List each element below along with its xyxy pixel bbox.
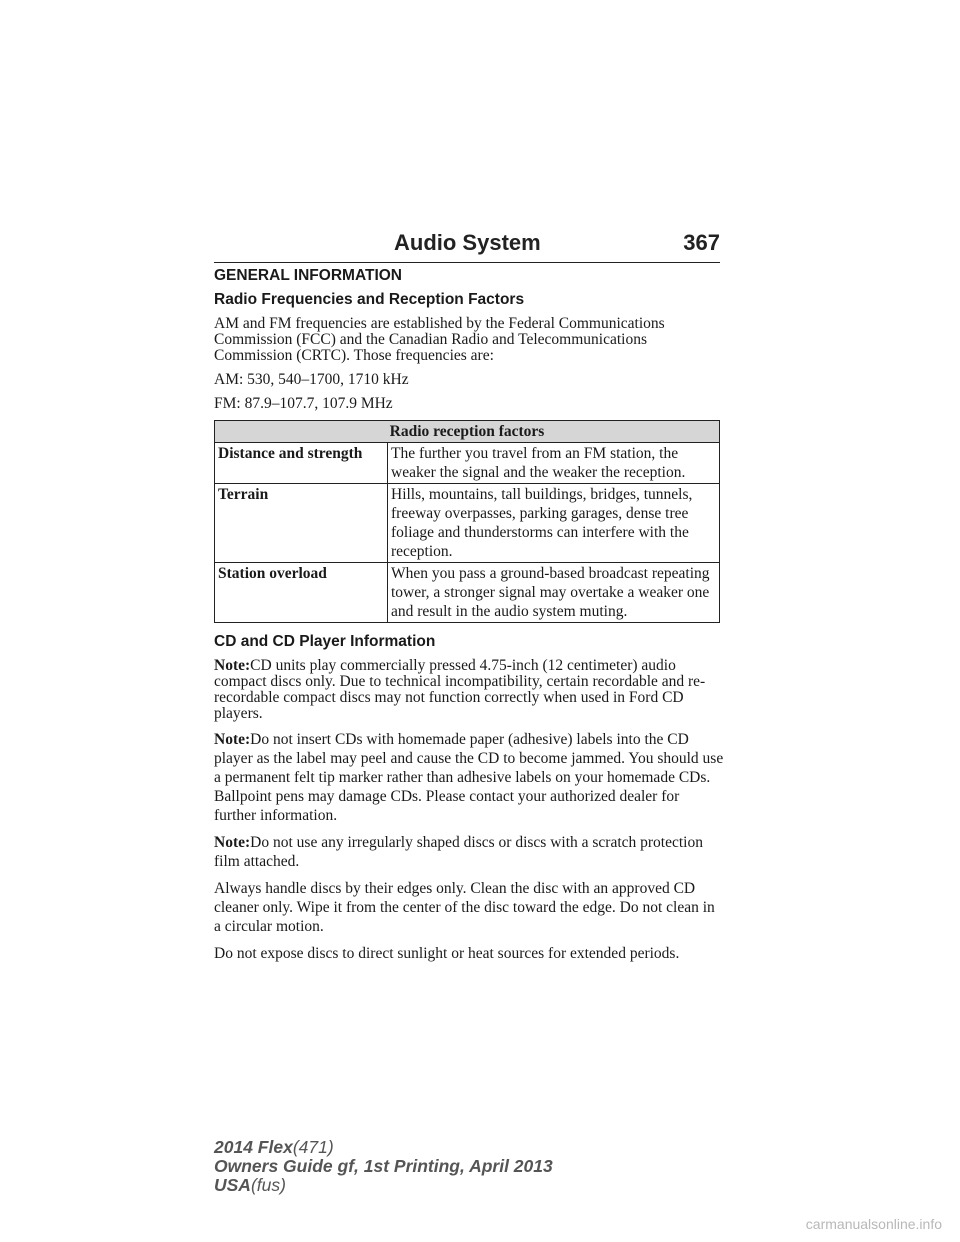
fm-frequencies: FM: 87.9–107.7, 107.9 MHz — [214, 395, 393, 412]
note-paragraph — [214, 658, 724, 722]
note-text: Do not use any irregularly shaped discs or discs with a scratch protection film attached. — [214, 834, 703, 870]
heading-general-information: GENERAL INFORMATION — [214, 267, 403, 284]
page-footer — [214, 1138, 553, 1195]
footer-guide-info: Owners Guide gf, 1st Printing, April 2013 — [214, 1156, 553, 1176]
footer-line-guide — [214, 1157, 553, 1176]
radio-intro-paragraph: AM and FM frequencies are established by the Federal Communications Commission (FCC) and the Canadian Radio and Telecommunications Commission (CRTC). Those frequencies are: — [214, 315, 665, 364]
footer-model: 2014 Flex — [214, 1137, 293, 1157]
disc-sunlight-paragraph: Do not expose discs to direct sunlight or heat sources for extended periods. — [214, 945, 680, 962]
table-row — [215, 563, 720, 623]
description-cell: When you pass a ground-based broadcast repeating tower, a stronger signal may overtake a weaker one and result in the audio system muting. — [388, 563, 720, 623]
description-cell: The further you travel from an FM station, the weaker the signal and the weaker the reception. — [388, 443, 720, 484]
page-content — [214, 268, 724, 971]
section-title: Audio System — [394, 230, 541, 255]
am-frequencies: AM: 530, 540–1700, 1710 kHz — [214, 371, 409, 388]
heading-cd-player-information: CD and CD Player Information — [214, 633, 436, 650]
table-row — [215, 443, 720, 484]
table-title: Radio reception factors — [215, 421, 720, 443]
note-paragraph — [214, 833, 724, 871]
factor-cell: Terrain — [215, 484, 388, 563]
radio-reception-factors-table — [214, 420, 720, 623]
note-label: Note: — [214, 657, 251, 674]
disc-handling-paragraph: Always handle discs by their edges only. Clean the disc with an approved CD cleaner only. Wipe it from the center of the disc toward the edge. Do not clean in a circular motion. — [214, 880, 715, 935]
factor-cell: Station overload — [215, 563, 388, 623]
watermark: carmanualsonline.info — [805, 1216, 942, 1232]
note-label: Note: — [214, 731, 251, 748]
note-text: Do not insert CDs with homemade paper (adhesive) labels into the CD player as the label may peel and cause the CD to become jammed. You should use a permanent felt tip marker rather than adhesive labels on your homemade CDs. Ballpoint pens may damage CDs. Please contact your authorized dealer for further information. — [214, 731, 724, 824]
table-row — [215, 484, 720, 563]
page-number: 367 — [683, 230, 720, 255]
note-paragraph — [214, 730, 724, 825]
footer-line-model — [214, 1138, 553, 1157]
note-text: CD units play commercially pressed 4.75-inch (12 centimeter) audio compact discs only. Due to technical incompatibility, certain recordable and re-recordable compact discs may not function correctly when used in Ford CD players. — [214, 657, 706, 722]
page-header — [214, 230, 720, 263]
footer-region: USA — [214, 1175, 251, 1195]
note-label: Note: — [214, 834, 251, 851]
footer-line-region — [214, 1176, 553, 1195]
description-cell: Hills, mountains, tall buildings, bridges, tunnels, freeway overpasses, parking garages, dense tree foliage and thunderstorms can interfere with the reception. — [388, 484, 720, 563]
heading-radio-frequencies: Radio Frequencies and Reception Factors — [214, 291, 525, 308]
factor-cell: Distance and strength — [215, 443, 388, 484]
footer-region-code: (fus) — [250, 1175, 286, 1195]
footer-model-code: (471) — [292, 1137, 334, 1157]
